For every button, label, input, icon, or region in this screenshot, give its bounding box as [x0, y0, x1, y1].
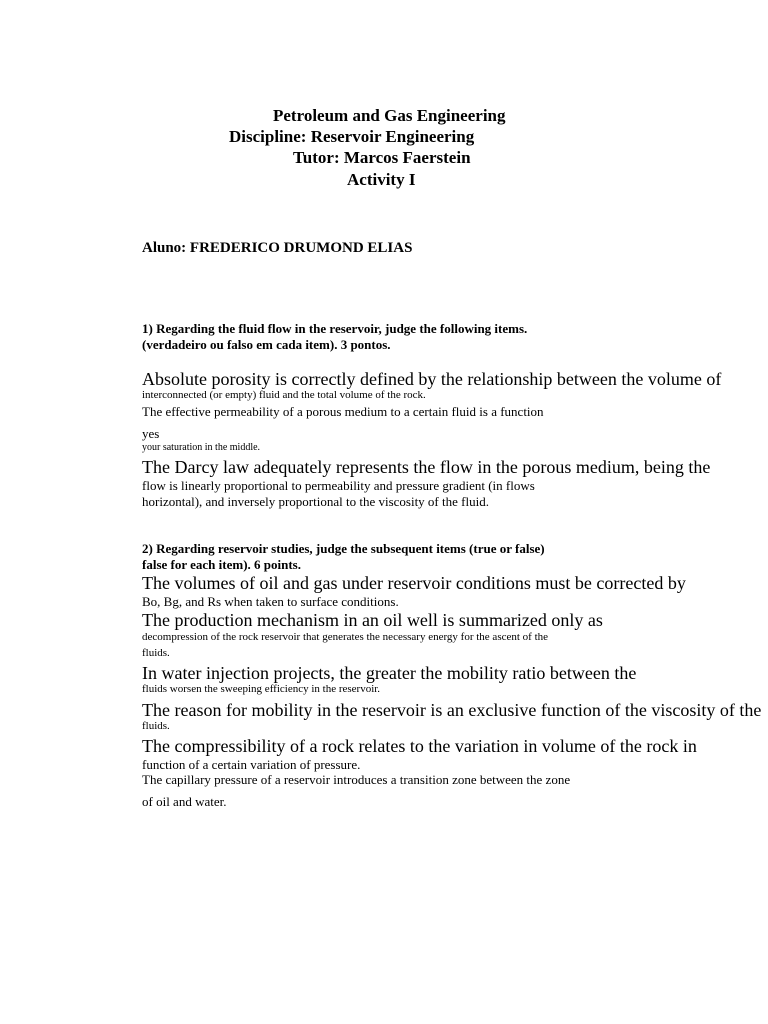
discipline-title: Discipline: Reservoir Engineering [229, 127, 475, 146]
activity-title: Activity I [347, 170, 416, 189]
question-1-title: 1) Regarding the fluid flow in the reservoir, judge the following items. [142, 321, 528, 336]
q1-item-2-text-cont: your saturation in the middle. [142, 442, 261, 453]
q2-item-6-text-cont: of oil and water. [142, 794, 227, 809]
q1-item-3-text-cont2: horizontal), and inversely proportional to the viscosity of the fluid. [142, 494, 489, 509]
tutor-name: Tutor: Marcos Faerstein [293, 148, 471, 167]
q2-item-1-text-cont: Bo, Bg, and Rs when taken to surface conditions. [142, 594, 399, 609]
question-2-instructions: false for each item). 6 points. [142, 557, 301, 572]
q2-item-2-text: The production mechanism in an oil well is summarized only as [142, 610, 603, 630]
question-1-instructions: (verdadeiro ou falso em cada item). 3 pontos. [142, 337, 391, 352]
q1-item-3-text: The Darcy law adequately represents the flow in the porous medium, being the [142, 457, 711, 477]
q2-item-5-text: The compressibility of a rock relates to the variation in volume of the rock in [142, 736, 697, 756]
q2-item-4-text-cont: fluids. [142, 720, 170, 732]
q2-item-3-text: In water injection projects, the greater the mobility ratio between the [142, 663, 637, 683]
course-title: Petroleum and Gas Engineering [273, 106, 506, 125]
q2-item-5-text-cont: function of a certain variation of pressure. [142, 757, 361, 772]
question-2-title: 2) Regarding reservoir studies, judge the subsequent items (true or false) [142, 541, 545, 556]
student-name: Aluno: FREDERICO DRUMOND ELIAS [142, 240, 413, 256]
q1-item-1-text: Absolute porosity is correctly defined by the relationship between the volume of [142, 369, 722, 389]
q1-item-1-text-cont: interconnected (or empty) fluid and the total volume of the rock. [142, 389, 426, 401]
q2-item-4-text: The reason for mobility in the reservoir is an exclusive function of the viscosity of the [142, 700, 762, 720]
q1-item-3-text-cont1: flow is linearly proportional to permeability and pressure gradient (in flows [142, 478, 535, 493]
q1-item-2-answer: yes [142, 426, 160, 441]
q2-item-3-text-cont: fluids worsen the sweeping efficiency in the reservoir. [142, 683, 381, 695]
q2-item-6-text: The capillary pressure of a reservoir introduces a transition zone between the zone [142, 772, 571, 787]
q1-item-2-text: The effective permeability of a porous medium to a certain fluid is a function [142, 404, 544, 419]
q2-item-1-text: The volumes of oil and gas under reservoir conditions must be corrected by [142, 573, 686, 593]
q2-item-2-text-cont1: decompression of the rock reservoir that generates the necessary energy for the ascent of the [142, 631, 549, 643]
q2-item-2-text-cont2: fluids. [142, 647, 170, 659]
